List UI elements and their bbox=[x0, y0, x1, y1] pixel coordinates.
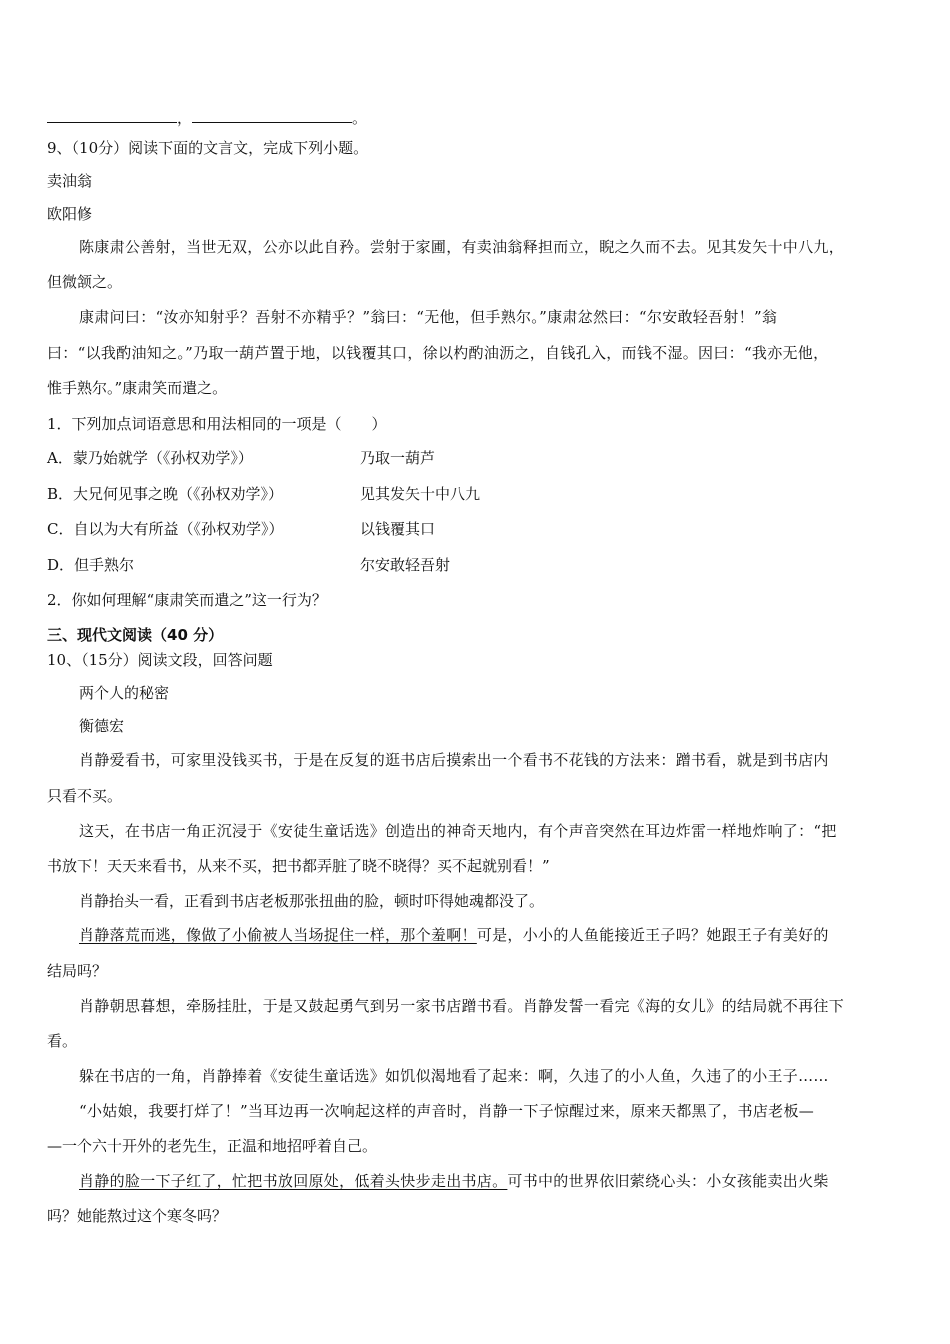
answer-blank-1[interactable] bbox=[47, 106, 177, 123]
paragraph-line: 这天，在书店一角正沉浸于《安徒生童话选》创造出的神奇天地内，有个声音突然在耳边炸雷一样地炸响了：“把 bbox=[79, 822, 837, 840]
paragraph-line: 看。 bbox=[47, 1032, 78, 1050]
question-9-header: 9、（10分）阅读下面的文言文，完成下列小题。 bbox=[47, 139, 369, 157]
sub-question-2: 2．你如何理解“康肃笑而遣之”这一行为？ bbox=[47, 591, 327, 609]
story-title: 两个人的秘密 bbox=[79, 684, 170, 702]
option-a[interactable]: A．蒙乃始就学（《孙权劝学》） bbox=[47, 449, 253, 467]
paragraph-line: “小姑娘，我要打烊了！”当耳边再一次响起这样的声音时，肖静一下子惊醒过来，原来天都黑了，书店老板— bbox=[79, 1102, 815, 1120]
paragraph-line: 肖静抬头一看，正看到书店老板那张扭曲的脸，顿时吓得她魂都没了。 bbox=[79, 892, 545, 910]
option-c[interactable]: C．自以为大有所益（《孙权劝学》） bbox=[47, 520, 284, 538]
underlined-sentence: 肖静落荒而逃，像做了小偷被人当场捉住一样，那个羞啊！ bbox=[79, 926, 477, 944]
option-b-compare: 见其发矢十中八九 bbox=[360, 485, 481, 503]
answer-blank-2[interactable] bbox=[192, 106, 352, 123]
paragraph-line: 肖静爱看书，可家里没钱买书，于是在反复的逛书店后摸索出一个看书不花钱的方法来：蹭书看，就是到书店内 bbox=[79, 751, 829, 769]
section-heading: 三、现代文阅读（40 分） bbox=[47, 626, 224, 644]
paragraph-line: 肖静落荒而逃，像做了小偷被人当场捉住一样，那个羞啊！可是，小小的人鱼能接近王子吗？她跟王子有美好的 bbox=[79, 926, 829, 944]
paragraph-line: 陈康肃公善射，当世无双，公亦以此自矜。尝射于家圃，有卖油翁释担而立，睨之久而不去。见其发矢十中八九， bbox=[79, 238, 845, 256]
paragraph-line: 吗？她能熬过这个寒冬吗？ bbox=[47, 1207, 228, 1225]
paragraph-line: 但微颔之。 bbox=[47, 273, 123, 291]
story-author: 衡德宏 bbox=[79, 717, 125, 735]
underlined-sentence: 肖静的脸一下子红了，忙把书放回原处，低着头快步走出书店。 bbox=[79, 1172, 508, 1190]
option-d-compare: 尔安敢轻吾射 bbox=[360, 556, 451, 574]
answer-fill-line: ， 。 bbox=[47, 106, 367, 128]
paragraph-line: 躲在书店的一角，肖静捧着《安徒生童话选》如饥似渴地看了起来：啊，久违了的小人鱼，久违了的小王子…… bbox=[79, 1067, 829, 1085]
paragraph-line: 只看不买。 bbox=[47, 787, 123, 805]
question-10-header: 10、（15分）阅读文段，回答问题 bbox=[47, 651, 273, 669]
passage-author: 欧阳修 bbox=[47, 205, 93, 223]
paragraph-line: 结局吗？ bbox=[47, 962, 108, 980]
paragraph-line: 肖静朝思暮想，牵肠挂肚，于是又鼓起勇气到另一家书店蹭书看。肖静发誓一看完《海的女儿》的结局就不再往下 bbox=[79, 997, 845, 1015]
option-b[interactable]: B．大兄何见事之晚（《孙权劝学》） bbox=[47, 485, 284, 503]
option-a-compare: 乃取一葫芦 bbox=[360, 449, 436, 467]
paragraph-line: —一个六十开外的老先生，正温和地招呼着自己。 bbox=[47, 1137, 378, 1155]
paragraph-line: 肖静的脸一下子红了，忙把书放回原处，低着头快步走出书店。可书中的世界依旧萦绕心头：小女孩能卖出火柴 bbox=[79, 1172, 829, 1190]
paragraph-line: 曰：“以我酌油知之。”乃取一葫芦置于地，以钱覆其口，徐以杓酌油沥之，自钱孔入，而钱不湿。因曰：“我亦无他， bbox=[47, 344, 829, 362]
paragraph-line: 惟手熟尔。”康肃笑而遣之。 bbox=[47, 379, 228, 397]
sub-question-1: 1．下列加点词语意思和用法相同的一项是（ ） bbox=[47, 415, 387, 433]
option-d[interactable]: D．但手熟尔 bbox=[47, 556, 135, 574]
passage-title: 卖油翁 bbox=[47, 172, 93, 190]
paragraph-line: 康肃问曰：“汝亦知射乎？吾射不亦精乎？”翁曰：“无他，但手熟尔。”康肃忿然曰：“尔安敢轻吾射！”翁 bbox=[79, 308, 778, 326]
paragraph-line: 书放下！天天来看书，从来不买，把书都弄脏了晓不晓得？买不起就别看！” bbox=[47, 857, 550, 875]
option-c-compare: 以钱覆其口 bbox=[360, 520, 436, 538]
